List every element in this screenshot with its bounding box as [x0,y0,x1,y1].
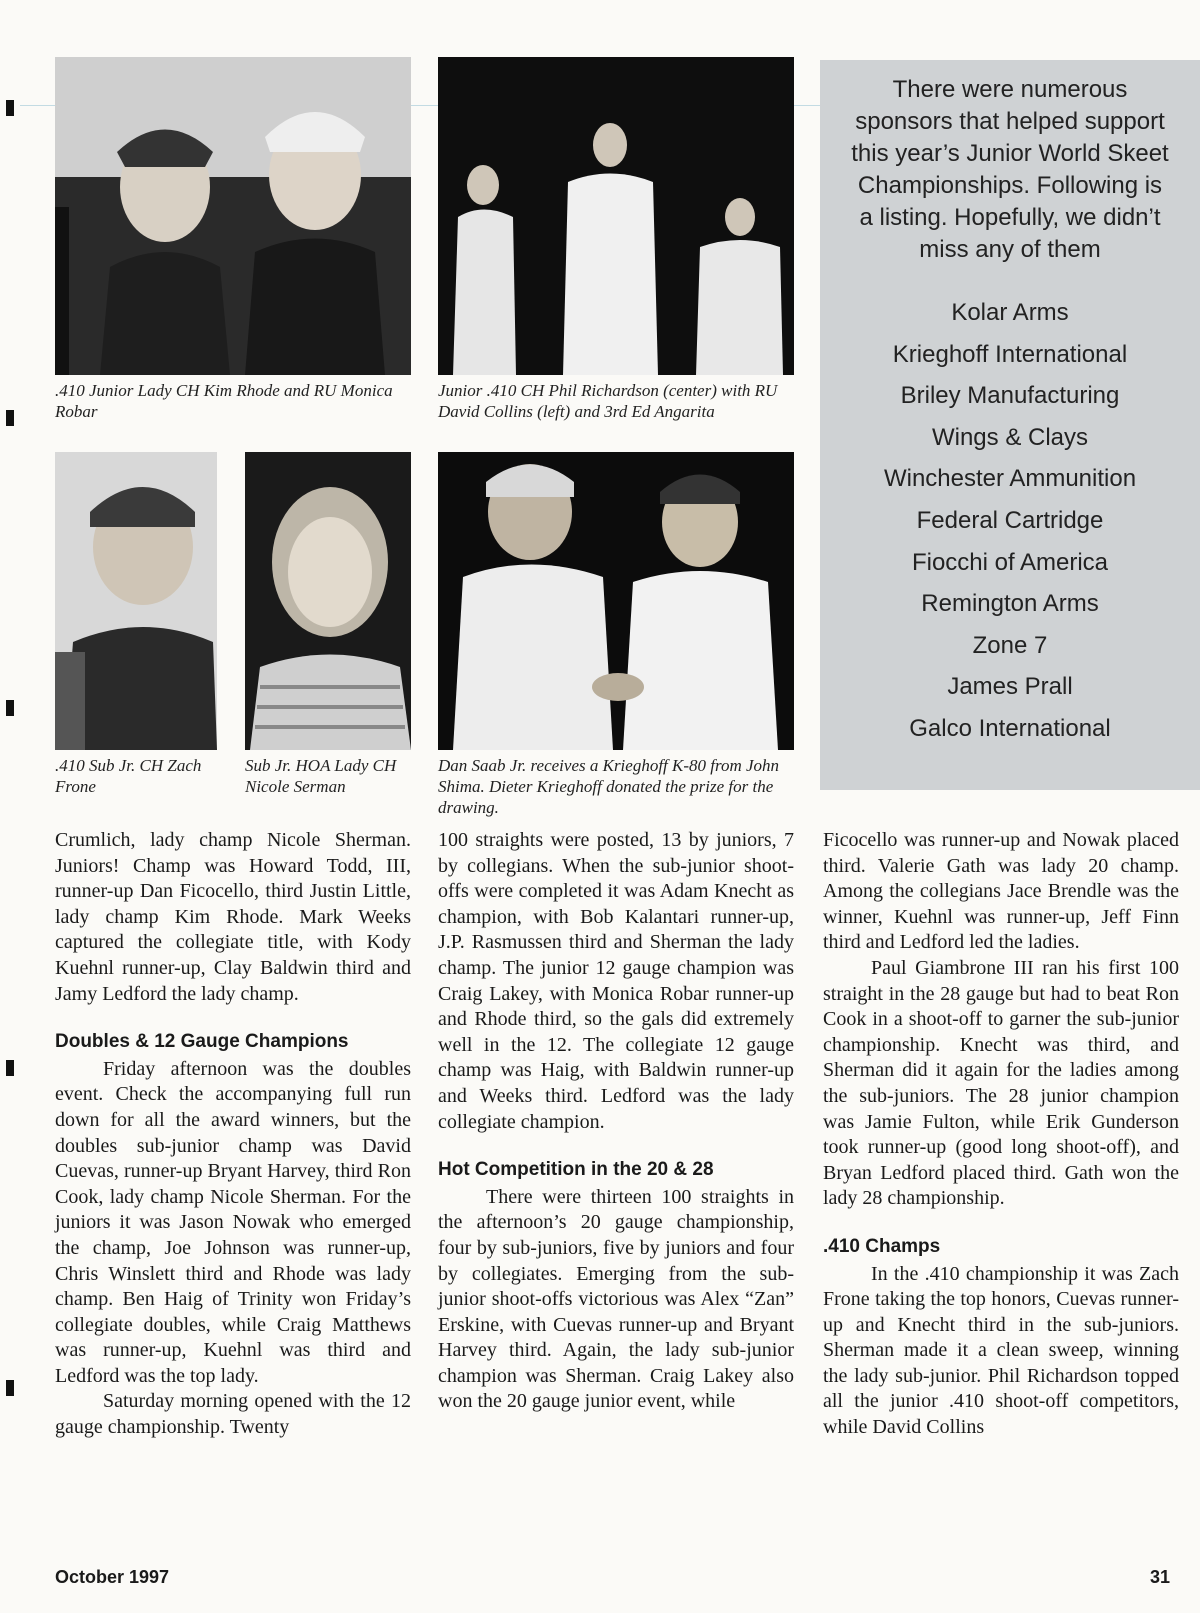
photo-caption: Sub Jr. HOA Lady CH Nicole Serman [245,756,397,796]
sponsor-item: James Prall [947,673,1073,701]
sponsor-item: Briley Manufacturing [900,382,1120,410]
sponsor-item: Wings & Clays [931,423,1089,451]
section-heading: Hot Competition in the 20 & 28 [438,1159,714,1181]
binder-mark [6,410,14,426]
sponsor-item: Kolar Arms [951,299,1069,326]
issue-date: October 1997 [55,1567,170,1587]
sponsor-item: Remington Arms [921,590,1099,618]
article-column-2 [438,828,794,1415]
page-number: 31 [1150,1567,1171,1587]
section-heading: Doubles & 12 Gauge Champions [55,1031,349,1053]
photo-zach-frone [55,452,217,750]
sponsors-sidebar [820,60,1200,790]
sponsor-item: Fiocchi of America [911,548,1109,576]
photo-kim-rhode-monica-robar [55,57,411,375]
article-paragraph: Crumlich, lady champ Nicole Sherman. Juniors! Champ was Howard Todd, III, runner-up Dan Ficocello, third Justin Little, lady champ Kim Rhode. Mark Weeks captured the collegiate title, with Kody Kuehnl runner-up, Clay Baldwin third and Jamy Ledford the lady champ. [55,829,411,1005]
binder-mark [6,700,14,716]
photo-caption: .410 Junior Lady CH Kim Rhode and RU Monica Robar [55,381,393,421]
binder-mark [6,1380,14,1396]
photo-caption: .410 Sub Jr. CH Zach Frone [55,756,202,796]
article-paragraph: In the .410 championship it was Zach Frone taking the top honors, Cuevas runner-up and Knecht third in the sub-juniors. Sherman made it a clean sweep, winning the lady sub-junior. Phil Richardson topped all the junior .410 shoot-off competitors, while David Collins [823,1262,1179,1439]
sponsor-item: Winchester Ammunition [883,465,1137,493]
photo-caption: Junior .410 CH Phil Richardson (center) with RU David Collins (left) and 3rd Ed Angarita [438,381,778,421]
binder-mark [6,100,14,116]
article-paragraph: Friday afternoon was the doubles event. Check the accompanying full run down for all the award winners, but the doubles sub-junior champ was David Cuevas, runner-up Bryant Harvey, third Ron Cook, lady champ Nicole Sherman. For the juniors it was Jason Nowak who emerged the champ, Joe Johnson was runner-up, Chris Winslett third and Rhode was lady champ. Ben Haig of Trinity won Friday’s collegiate doubles, while Craig Matthews was runner-up, Kuehnl was third and Ledford was the top lady. [55,1057,411,1387]
sponsor-list [820,292,1200,750]
article-paragraph: Ficocello was runner-up and Nowak placed third. Valerie Gath was lady 20 champ. Among the collegians Jace Brendle was the winner, Kuehnl was runner-up, Jeff Finn third and Ledford led the ladies. [823,829,1179,954]
sponsor-item: Krieghoff International [892,340,1128,368]
photo-junior-410-podium [438,57,794,375]
article-paragraph: There were thirteen 100 straights in the afternoon’s 20 gauge championship, four by sub-juniors, five by juniors and four by collegiates. Emerging from the sub-junior shoot-offs victorious was Alex “Zan” Erskine, with Cuevas runner-up and Bryant Harvey third. Again, the lady sub-junior champion was Sherman. Craig Lakey also won the 20 gauge junior event, while [438,1185,794,1413]
article-paragraph: 100 straights were posted, 13 by juniors, 7 by collegians. When the sub-junior shoot-offs were completed it was Adam Knecht as champion, with Bob Kalantari runner-up, J.P. Rasmussen third and Sherman the lady champ. The junior 12 gauge champion was Craig Lakey, with Monica Robar runner-up and Rhode third, so the gals did extremely well in the 12. The collegiate 12 gauge champ was Haig, with Baldwin runner-up and Weeks third. Ledford was the lady collegiate champion. [438,829,794,1133]
photo-krieghoff-k80-presentation [438,452,794,750]
section-heading: .410 Champs [823,1235,941,1257]
photo-nicole-serman [245,452,411,750]
photo-caption: Dan Saab Jr. receives a Krieghoff K-80 from John Shima. Dieter Krieghoff donated the prize for the drawing. [438,756,780,817]
article-column-1 [55,828,411,1441]
sponsor-item: Zone 7 [972,631,1048,659]
article-paragraph: Paul Giambrone III ran his first 100 straight in the 28 gauge but had to beat Ron Cook in a shoot-off to garner the sub-junior championship. Knecht was third, and Sherman did it again for the ladies among the sub-juniors. The 28 junior champion was Jamie Fulton, while Erik Gunderson took runner-up (good long shoot-off), and Bryan Ledford placed third. Gath won the lady 28 championship. [823,956,1179,1210]
sponsor-item: Galco International [909,714,1111,742]
sidebar-intro: There were numerous sponsors that helped support this year’s Junior World Skeet Championships. Following is a listing. Hopefully, we didn’t miss any of them [851,76,1169,263]
article-paragraph: Saturday morning opened with the 12 gauge championship. Twenty [55,1390,411,1439]
sponsor-item: Federal Cartridge [916,506,1104,534]
binder-mark [6,1060,14,1076]
article-column-3 [823,828,1179,1441]
